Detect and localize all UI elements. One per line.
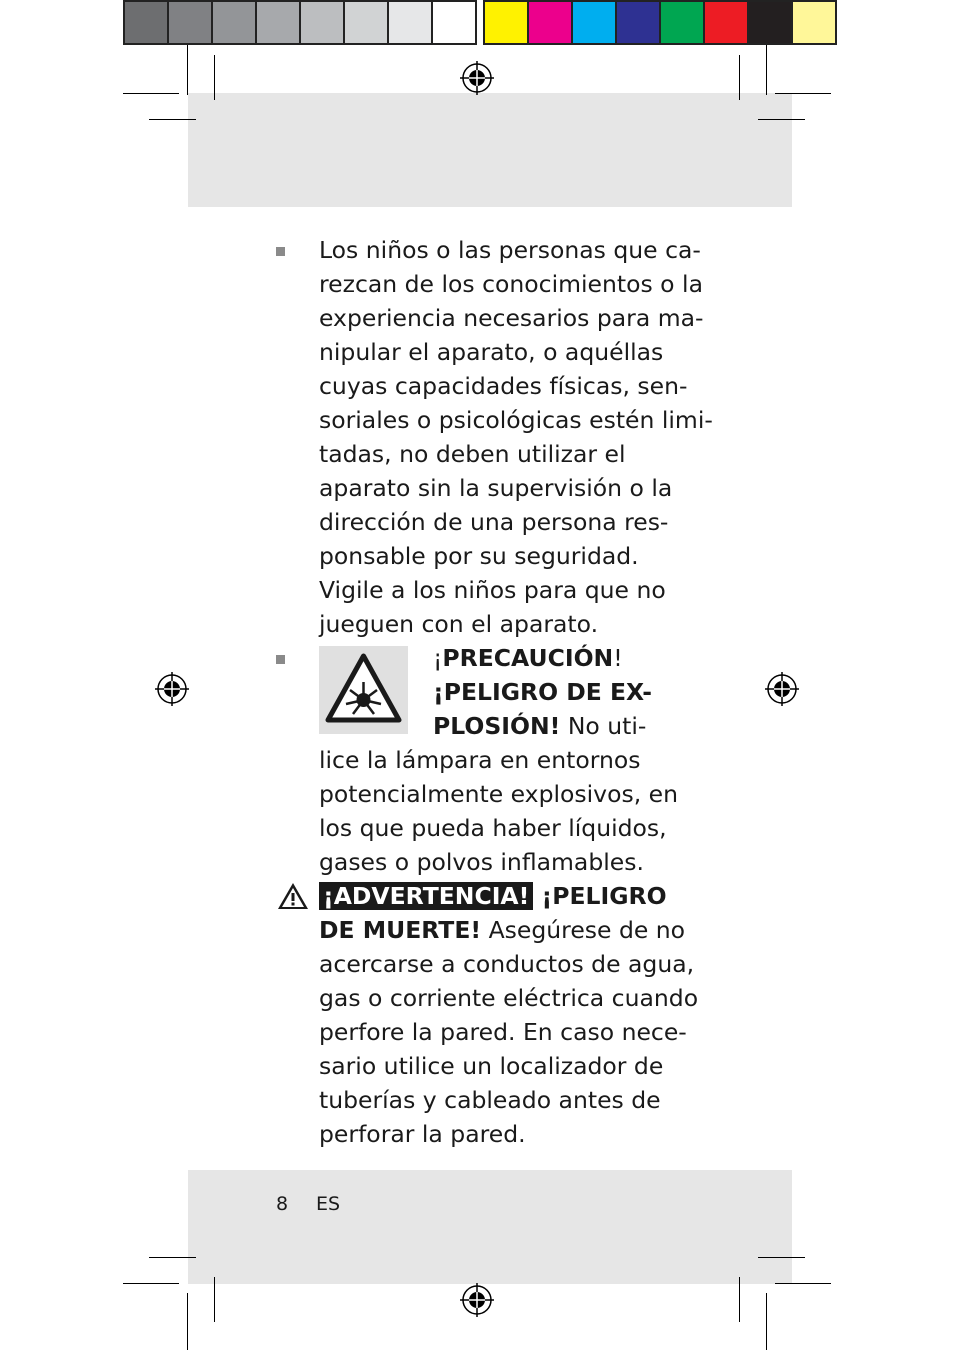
text-line: nipular el aparato, o aquéllas [319, 338, 664, 366]
crop-mark [766, 45, 767, 95]
language-code: ES [316, 1193, 341, 1215]
text-line: tuberías y cableado antes de [319, 1086, 661, 1114]
warning-text-start: Asegúrese de no [481, 916, 686, 944]
text-line: tadas, no deben utilizar el [319, 440, 626, 468]
crop-mark [123, 1283, 179, 1284]
explosion-hazard-icon [319, 646, 408, 734]
danger-label-end: DE MUERTE! [319, 916, 482, 944]
precaution-text-start: No uti- [560, 712, 647, 740]
text-line: perfore la pared. En caso nece- [319, 1018, 687, 1046]
crop-mark [758, 119, 805, 120]
registration-mark-icon [155, 672, 189, 706]
text-line: lice la lámpara en entornos [319, 746, 641, 774]
footer-band [188, 1170, 792, 1284]
color-swatch [527, 0, 573, 45]
bullet-text-explosion [319, 743, 679, 879]
text-line: perforar la pared. [319, 1120, 526, 1148]
text-line: Los niños o las personas que ca- [319, 236, 701, 264]
gray-swatch [431, 0, 477, 45]
text-line: dirección de una persona res- [319, 508, 669, 536]
gray-swatch [123, 0, 169, 45]
color-swatch [747, 0, 793, 45]
explosion-danger-label: ¡PELIGRO DE EX- [433, 678, 653, 706]
color-swatch [659, 0, 705, 45]
text-line: soriales o psicológicas estén limi- [319, 406, 713, 434]
crop-mark [775, 93, 831, 94]
text-line: rezcan de los conocimientos o la [319, 270, 703, 298]
precaution-heading [433, 641, 693, 743]
text-line: potencialmente explosivos, en [319, 780, 678, 808]
text-line: ponsable por su seguridad. [319, 542, 639, 570]
text-line: experiencia necesarios para ma- [319, 304, 704, 332]
gray-color-bar [123, 0, 475, 45]
explosion-danger-label-end: PLOSIÓN! [433, 712, 561, 740]
crop-mark [149, 119, 196, 120]
warning-text [319, 879, 699, 1151]
color-swatch [791, 0, 837, 45]
text-line: gas o corriente eléctrica cuando [319, 984, 699, 1012]
color-swatch [703, 0, 749, 45]
text-line: los que pueda haber líquidos, [319, 814, 667, 842]
precaution-open: ¡ [433, 644, 443, 672]
gray-swatch [167, 0, 213, 45]
gray-swatch [343, 0, 389, 45]
crop-mark [149, 1257, 196, 1258]
color-bar [483, 0, 835, 45]
danger-label: ¡PELIGRO [533, 882, 667, 910]
crop-mark [739, 1277, 740, 1322]
gray-swatch [387, 0, 433, 45]
color-swatch [571, 0, 617, 45]
registration-mark-icon [460, 1283, 494, 1317]
gray-swatch [211, 0, 257, 45]
color-swatch [483, 0, 529, 45]
text-line: cuyas capacidades físicas, sen- [319, 372, 688, 400]
warning-triangle-icon [277, 882, 309, 910]
crop-mark [123, 93, 179, 94]
bullet-text-children [319, 233, 713, 641]
crop-mark [739, 55, 740, 100]
header-band [188, 93, 792, 207]
text-line: acercarse a conductos de agua, [319, 950, 695, 978]
precaution-label: PRECAUCIÓN [442, 644, 614, 672]
text-line: gases o polvos inflamables. [319, 848, 644, 876]
precaution-close: ! [613, 644, 623, 672]
warning-label: ¡ADVERTENCIA! [319, 882, 533, 910]
crop-mark [775, 1283, 831, 1284]
registration-mark-icon [765, 672, 799, 706]
gray-swatch [299, 0, 345, 45]
crop-mark [214, 1277, 215, 1322]
text-line: sario utilice un localizador de [319, 1052, 664, 1080]
page-number: 8 [276, 1193, 289, 1215]
registration-mark-icon [460, 61, 494, 95]
text-line: jueguen con el aparato. [319, 610, 599, 638]
bullet-marker [276, 655, 285, 664]
text-line: Vigile a los niños para que no [319, 576, 666, 604]
crop-mark [214, 55, 215, 100]
crop-mark [187, 1293, 188, 1350]
color-swatch [615, 0, 661, 45]
crop-mark [187, 45, 188, 95]
text-line: aparato sin la supervisión o la [319, 474, 673, 502]
crop-mark [758, 1257, 805, 1258]
crop-mark [766, 1293, 767, 1350]
bullet-marker [276, 247, 285, 256]
gray-swatch [255, 0, 301, 45]
